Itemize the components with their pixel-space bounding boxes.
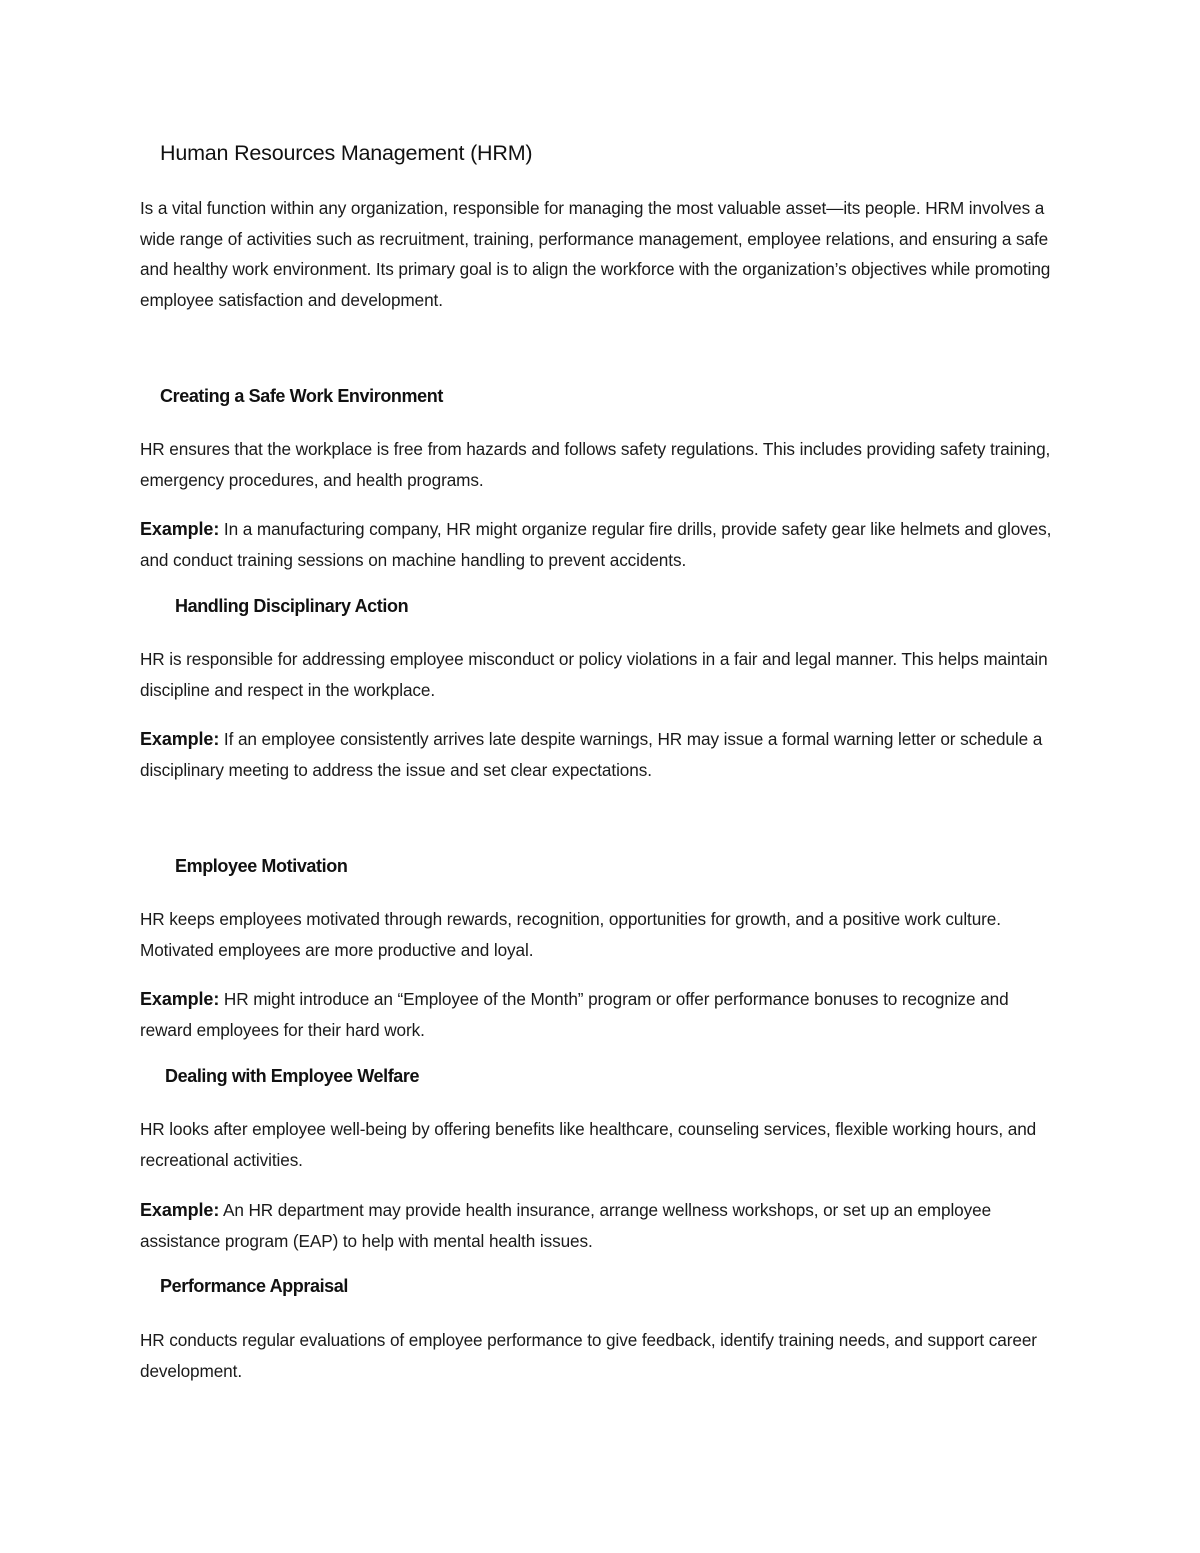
section-body-safe-work-environment: HR ensures that the workplace is free from hazards and follows safety regulations. This includes providing safety training, emergency procedures, and health programs.	[140, 439, 1051, 490]
section-heading-employee-welfare: Dealing with Employee Welfare	[165, 1066, 420, 1086]
section-example-employee-motivation	[140, 984, 1065, 1045]
section-example-employee-welfare	[140, 1195, 1065, 1256]
intro-paragraph: Is a vital function within any organization, responsible for managing the most valuable asset—its people. HRM involves a wide range of activities such as recruitment, training, performance management, employee relations, and ensuring a safe and healthy work environment. Its primary goal is to align the workforce with the organization’s objectives while promoting employee satisfaction and development.	[140, 198, 1051, 310]
section-body-performance-appraisal: HR conducts regular evaluations of employee performance to give feedback, identify training needs, and support career development.	[140, 1330, 1037, 1381]
section-example-safe-work-environment	[140, 514, 1065, 575]
example-label: Example:	[140, 519, 220, 539]
section-example-disciplinary-action	[140, 724, 1065, 785]
section-body-employee-motivation: HR keeps employees motivated through rewards, recognition, opportunities for growth, and a positive work culture. Motivated employees are more productive and loyal.	[140, 909, 1001, 960]
section-heading-employee-motivation: Employee Motivation	[175, 856, 348, 876]
example-label: Example:	[140, 729, 220, 749]
section-heading-disciplinary-action: Handling Disciplinary Action	[175, 596, 409, 616]
example-label: Example:	[140, 1200, 220, 1220]
section-heading-performance-appraisal: Performance Appraisal	[160, 1276, 349, 1296]
section-body-employee-welfare: HR looks after employee well-being by offering benefits like healthcare, counseling services, flexible working hours, and recreational activities.	[140, 1119, 1037, 1170]
example-text: HR might introduce an “Employee of the Month” program or offer performance bonuses to recognize and reward employees for their hard work.	[140, 989, 1009, 1040]
section-body-disciplinary-action: HR is responsible for addressing employee misconduct or policy violations in a fair and legal manner. This helps maintain discipline and respect in the workplace.	[140, 649, 1048, 700]
example-text: In a manufacturing company, HR might organize regular fire drills, provide safety gear like helmets and gloves, and conduct training sessions on machine handling to prevent accidents.	[140, 519, 1052, 570]
section-heading-safe-work-environment: Creating a Safe Work Environment	[160, 386, 443, 406]
example-text: An HR department may provide health insurance, arrange wellness workshops, or set up an employee assistance program (EAP) to help with mental health issues.	[140, 1200, 992, 1251]
example-text: If an employee consistently arrives late despite warnings, HR may issue a formal warning letter or schedule a disciplinary meeting to address the issue and set clear expectations.	[140, 729, 1043, 780]
page-title: Human Resources Management (HRM)	[160, 141, 533, 165]
example-label: Example:	[140, 989, 220, 1009]
